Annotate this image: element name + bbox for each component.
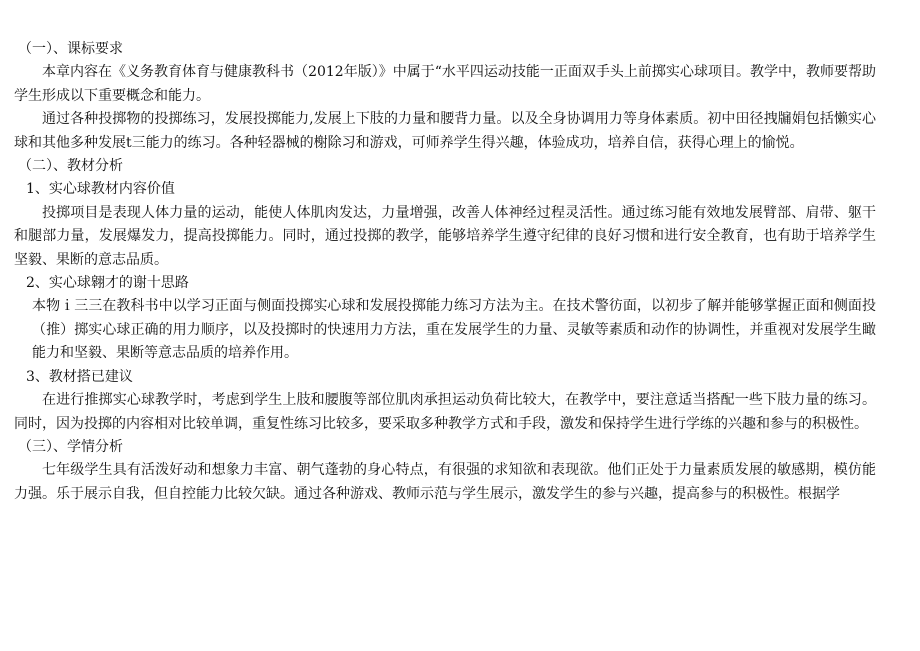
paragraph-student-analysis: 七年级学生具有活泼好动和想象力丰富、朝气蓬勃的身心特点，有很强的求知欲和表现欲。他们正处于力量素质发展的敏感期，模仿能力强。乐于展示自我，但自控能力比较欠缺。通过各种游戏、教师示范与学生展示，激发学生的参与兴趣，提高参与的积极性。根据学 — [14, 462, 876, 502]
paragraph-design-idea: 本物ｉ三三在教科书中以学习正面与侧面投掷实心球和发展投掷能力练习方法为主。在技术警彷面，以初步了解并能够掌握正面和侧面投（推）掷实心球正确的用力顺序，以及投掷时的快速用力方法，重在发展学生的力量、灵敏等素质和动作的协调性，并重视对发展学生瞰能力和坚毅、果断等意志品质的培养作用。 — [32, 298, 876, 362]
document-body — [14, 38, 876, 506]
section-heading-material-analysis: （二）、教材分析 — [18, 158, 123, 175]
subheading-teaching-suggestion: 3、教材搭已建议 — [26, 368, 133, 385]
subheading-design-idea: 2、实心球翱才的谢十思路 — [26, 275, 189, 292]
paragraph-content-value: 投掷项目是表现人体力量的运动，能使人体肌肉发达，力量增强，改善人体神经过程灵活性。通过练习能有效地发展臂部、肩带、躯干和腿部力量，发展爆发力，提高投掷能力。同时，通过投掷的教学，能够培养学生遵守纪律的良好习惯和进行安全教育，也有助于培养学生坚毅、果断的意志品质。 — [14, 204, 876, 268]
section-heading-student-analysis: （三）、学情分析 — [18, 438, 123, 455]
paragraph-teaching-suggestion: 在进行推掷实心球教学时，考虑到学生上肢和腰腹等部位肌肉承担运动负荷比较大，在教学中，要注意适当搭配一些下肢力量的练习。同时，因为投掷的内容相对比较单调，重复性练习比较多，要采取多种教学方式和手段，激发和保持学生进行学练的兴趣和参与的积极性。 — [14, 392, 876, 432]
paragraph-standards-detail: 通过各种投掷物的投掷练习，发展投掷能力,发展上下肢的力量和腰背力量。以及全身协调用力等身体素质。初中田径拽牖娟包括懒实心球和其他多种发展t三能力的练习。各种轻器械的榭除习和游戏，可师养学生得兴趣，体验成功，培养自信，获得心理上的愉悦。 — [14, 111, 876, 151]
paragraph-standards-intro: 本章内容在《义务教育体育与健康教科书（2012年版）》中属于“水平四运动技能一正面双手头上前掷实心球项目。教学中，教师要帮助学生形成以下重要概念和能力。 — [14, 64, 876, 104]
subheading-content-value: 1、实心球教材内容价值 — [26, 181, 175, 198]
section-heading-standards: （一）、课标要求 — [18, 41, 123, 57]
